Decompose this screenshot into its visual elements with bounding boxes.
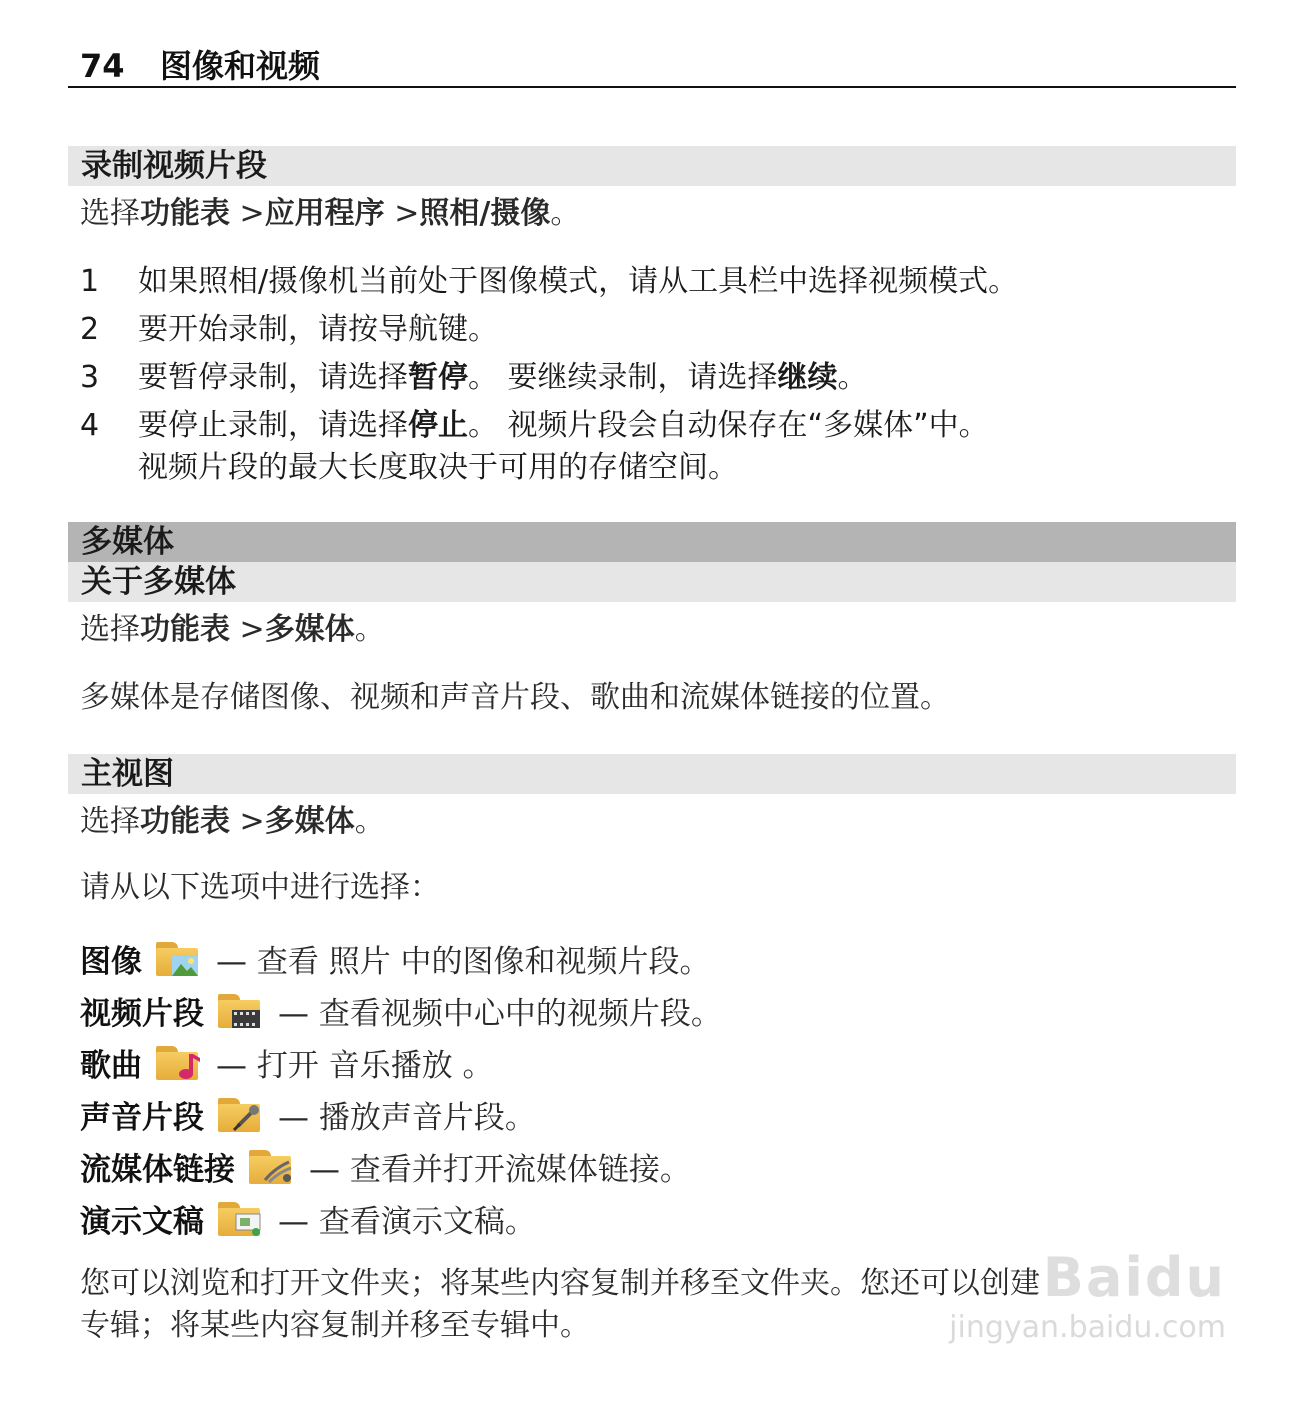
step-number: 4 — [80, 408, 100, 443]
section-heading-record — [68, 146, 1236, 186]
folder-microphone-icon — [216, 1094, 264, 1134]
main-view-menu-path: 选择功能表 >多媒体。 — [80, 804, 385, 839]
step-text: 如果照相/摄像机当前处于图像模式，请从工具栏中选择视频模式。 — [138, 264, 1019, 299]
option-streaming-links: 流媒体链接 — 查看并打开流媒体链接。 — [80, 1142, 691, 1190]
media-heading: 多媒体 — [81, 524, 174, 560]
option-video-clips: 视频片段 — 查看视频中心中的视频片段。 — [80, 986, 722, 1034]
page-number: 74 — [80, 47, 125, 85]
header-rule — [68, 86, 1236, 88]
main-view-heading: 主视图 — [81, 756, 174, 792]
subsection-heading-main-view — [68, 754, 1236, 794]
option-sound-clips: 声音片段 — 播放声音片段。 — [80, 1090, 536, 1138]
option-songs: 歌曲 — 打开 音乐播放 。 — [80, 1038, 494, 1086]
option-presentations: 演示文稿 — 查看演示文稿。 — [80, 1194, 536, 1242]
folder-image-icon — [154, 938, 202, 978]
page-title: 图像和视频 — [160, 47, 321, 85]
folder-music-icon — [154, 1042, 202, 1082]
section-heading-media — [68, 522, 1236, 562]
watermark-url: jingyan.baidu.com — [949, 1310, 1226, 1345]
subsection-heading-about — [68, 562, 1236, 602]
step-text-continued: 视频片段的最大长度取决于可用的存储空间。 — [138, 450, 738, 485]
footer-text-line1: 您可以浏览和打开文件夹；将某些内容复制并移至文件夹。您还可以创建 — [80, 1266, 1040, 1301]
step-number: 2 — [80, 312, 100, 347]
record-heading: 录制视频片段 — [81, 148, 267, 184]
folder-streaming-icon — [247, 1146, 295, 1186]
step-number: 1 — [80, 264, 100, 299]
step-text: 要暂停录制，请选择暂停。 要继续录制，请选择继续。 — [138, 360, 868, 395]
folder-video-icon — [216, 990, 264, 1030]
record-menu-path: 选择功能表 >应用程序 >照相/摄像。 — [80, 196, 581, 231]
baidu-watermark — [949, 1248, 1226, 1348]
step-number: 3 — [80, 360, 100, 395]
footer-text-line2: 专辑；将某些内容复制并移至专辑中。 — [80, 1308, 590, 1343]
media-description: 多媒体是存储图像、视频和声音片段、歌曲和流媒体链接的位置。 — [80, 680, 950, 715]
folder-presentation-icon — [216, 1198, 264, 1238]
baidu-logo: Baidu — [1042, 1246, 1226, 1309]
media-menu-path: 选择功能表 >多媒体。 — [80, 612, 385, 647]
about-heading: 关于多媒体 — [81, 564, 236, 600]
step-text: 要停止录制，请选择停止。 视频片段会自动保存在“多媒体”中。 — [138, 408, 989, 443]
step-text: 要开始录制，请按导航键。 — [138, 312, 498, 347]
options-intro: 请从以下选项中进行选择： — [80, 870, 440, 905]
option-images: 图像 — 查看 照片 中的图像和视频片段。 — [80, 934, 711, 982]
